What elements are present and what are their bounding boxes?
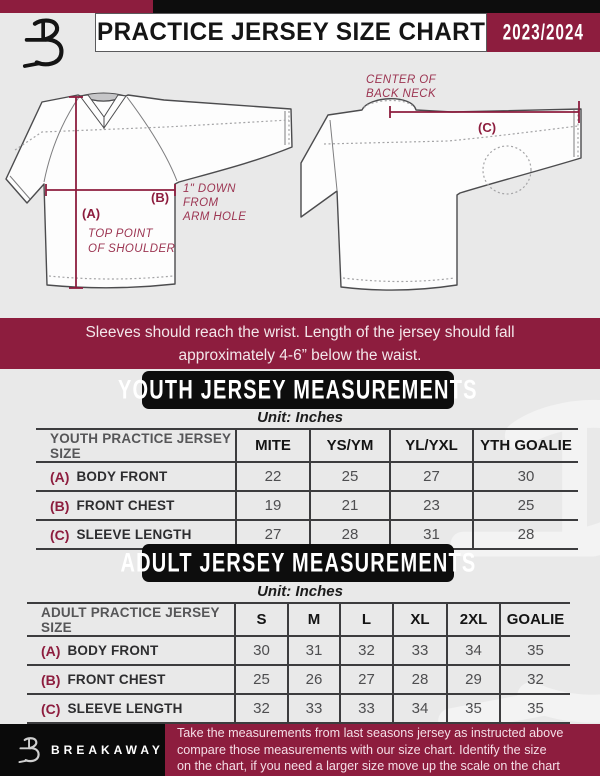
table-row xyxy=(36,492,578,521)
cell-value: 35 xyxy=(527,642,544,659)
youth-col-header: YS/YM xyxy=(326,437,374,454)
youth-table-header-row xyxy=(36,430,578,463)
top-accent-maroon xyxy=(0,0,153,13)
label-b-note-2: FROM xyxy=(183,197,219,209)
adult-table-header-row xyxy=(27,604,570,637)
footer-note xyxy=(165,724,600,776)
row-label: BODY FRONT xyxy=(76,469,168,484)
row-key: (B) xyxy=(50,497,70,514)
cell-value: 29 xyxy=(465,671,482,688)
youth-col-header: YOUTH PRACTICE JERSEY SIZE xyxy=(50,430,231,461)
adult-col-header: L xyxy=(361,611,372,628)
cell-value: 32 xyxy=(358,642,375,659)
table-row xyxy=(27,695,570,724)
cell-value: 35 xyxy=(527,700,544,717)
cell-value: 27 xyxy=(423,468,440,485)
row-label: FRONT CHEST xyxy=(67,672,166,687)
adult-col-header: ADULT PRACTICE JERSEY SIZE xyxy=(41,604,220,635)
youth-col-header: YTH GOALIE xyxy=(480,437,572,454)
adult-col-header: S xyxy=(256,611,267,628)
adult-col-header: XL xyxy=(410,611,430,628)
youth-section-heading: YOUTH JERSEY MEASUREMENTS xyxy=(142,371,454,409)
cell-value: 34 xyxy=(411,700,429,717)
youth-size-table xyxy=(36,428,578,550)
brand-monogram-icon xyxy=(18,736,42,765)
cell-value: 30 xyxy=(517,468,535,485)
footer-brand-block xyxy=(0,724,165,776)
cell-value: 31 xyxy=(305,642,323,659)
row-key: (A) xyxy=(50,468,70,485)
cell-value: 27 xyxy=(264,526,282,543)
brand-monogram-logo xyxy=(22,16,68,72)
label-a-note-2: OF SHOULDER xyxy=(88,243,176,255)
cell-value: 25 xyxy=(253,671,270,688)
cell-value: 32 xyxy=(253,700,270,717)
footer xyxy=(0,724,600,776)
row-key: (C) xyxy=(50,526,70,543)
instruction-banner xyxy=(0,318,600,369)
cell-value: 31 xyxy=(423,526,440,543)
cell-value: 30 xyxy=(253,642,270,659)
adult-col-header: GOALIE xyxy=(506,611,565,628)
cell-value: 33 xyxy=(411,642,429,659)
cell-value: 25 xyxy=(341,468,359,485)
footer-note-line-2: compare those measurements with our size chart. Identify the size xyxy=(177,742,547,757)
cell-value: 23 xyxy=(423,497,440,514)
footer-note-line-3: on the chart, if you need a larger size move up the scale on the chart xyxy=(177,759,560,774)
cell-value: 19 xyxy=(264,497,282,514)
banner-line-1: Sleeves should reach the wrist. Length of the jersey should fall xyxy=(85,323,515,341)
adult-col-header: M xyxy=(307,611,321,628)
title-bar xyxy=(95,13,487,52)
adult-size-table xyxy=(27,602,570,724)
cell-value: 28 xyxy=(517,526,535,543)
row-label: BODY FRONT xyxy=(67,643,159,658)
label-b: (B) xyxy=(151,190,170,205)
front-jersey-diagram xyxy=(0,70,300,320)
adult-section-heading: ADULT JERSEY MEASUREMENTS xyxy=(142,544,454,582)
row-label: SLEEVE LENGTH xyxy=(76,527,192,542)
row-key: (A) xyxy=(41,642,61,659)
top-accent-strip xyxy=(0,0,600,13)
cell-value: 25 xyxy=(517,497,535,514)
row-label: SLEEVE LENGTH xyxy=(67,701,183,716)
cell-value: 27 xyxy=(358,671,375,688)
youth-col-header: MITE xyxy=(255,437,291,454)
back-jersey-diagram xyxy=(300,70,600,320)
table-row xyxy=(27,666,570,695)
banner-line-2: approximately 4-6” below the waist. xyxy=(178,346,422,364)
cell-value: 26 xyxy=(305,671,323,688)
cell-value: 33 xyxy=(358,700,375,717)
cell-value: 22 xyxy=(264,468,282,485)
adult-col-header: 2XL xyxy=(459,611,488,628)
label-a-note-1: TOP POINT xyxy=(88,228,153,240)
row-key: (C) xyxy=(41,700,61,717)
brand-name: BREAKAWAY xyxy=(51,743,164,757)
cell-value: 28 xyxy=(341,526,359,543)
label-b-note-3: ARM HOLE xyxy=(183,211,247,223)
label-b-note-1: 1" DOWN xyxy=(183,183,236,195)
cell-value: 33 xyxy=(305,700,323,717)
cell-value: 21 xyxy=(341,497,359,514)
label-c-note-1: CENTER OF xyxy=(366,74,437,86)
cell-value: 34 xyxy=(465,642,482,659)
page-title: PRACTICE JERSEY SIZE CHART xyxy=(96,18,486,46)
table-row xyxy=(36,463,578,492)
cell-value: 28 xyxy=(411,671,429,688)
cell-value: 32 xyxy=(527,671,544,688)
row-label: FRONT CHEST xyxy=(76,498,175,513)
season-badge xyxy=(487,13,600,52)
youth-col-header: YL/YXL xyxy=(405,437,458,454)
cell-value: 35 xyxy=(465,700,482,717)
label-c: (C) xyxy=(478,120,497,135)
season-label: 2023/2024 xyxy=(502,19,585,45)
label-a: (A) xyxy=(82,206,101,221)
label-c-note-2: BACK NECK xyxy=(366,88,437,100)
adult-unit-label: Unit: Inches xyxy=(257,583,343,600)
table-row xyxy=(27,637,570,666)
footer-note-line-1: Take the measurements from last seasons jersey as instructed above xyxy=(177,726,564,741)
youth-unit-label: Unit: Inches xyxy=(257,409,343,426)
row-key: (B) xyxy=(41,671,61,688)
